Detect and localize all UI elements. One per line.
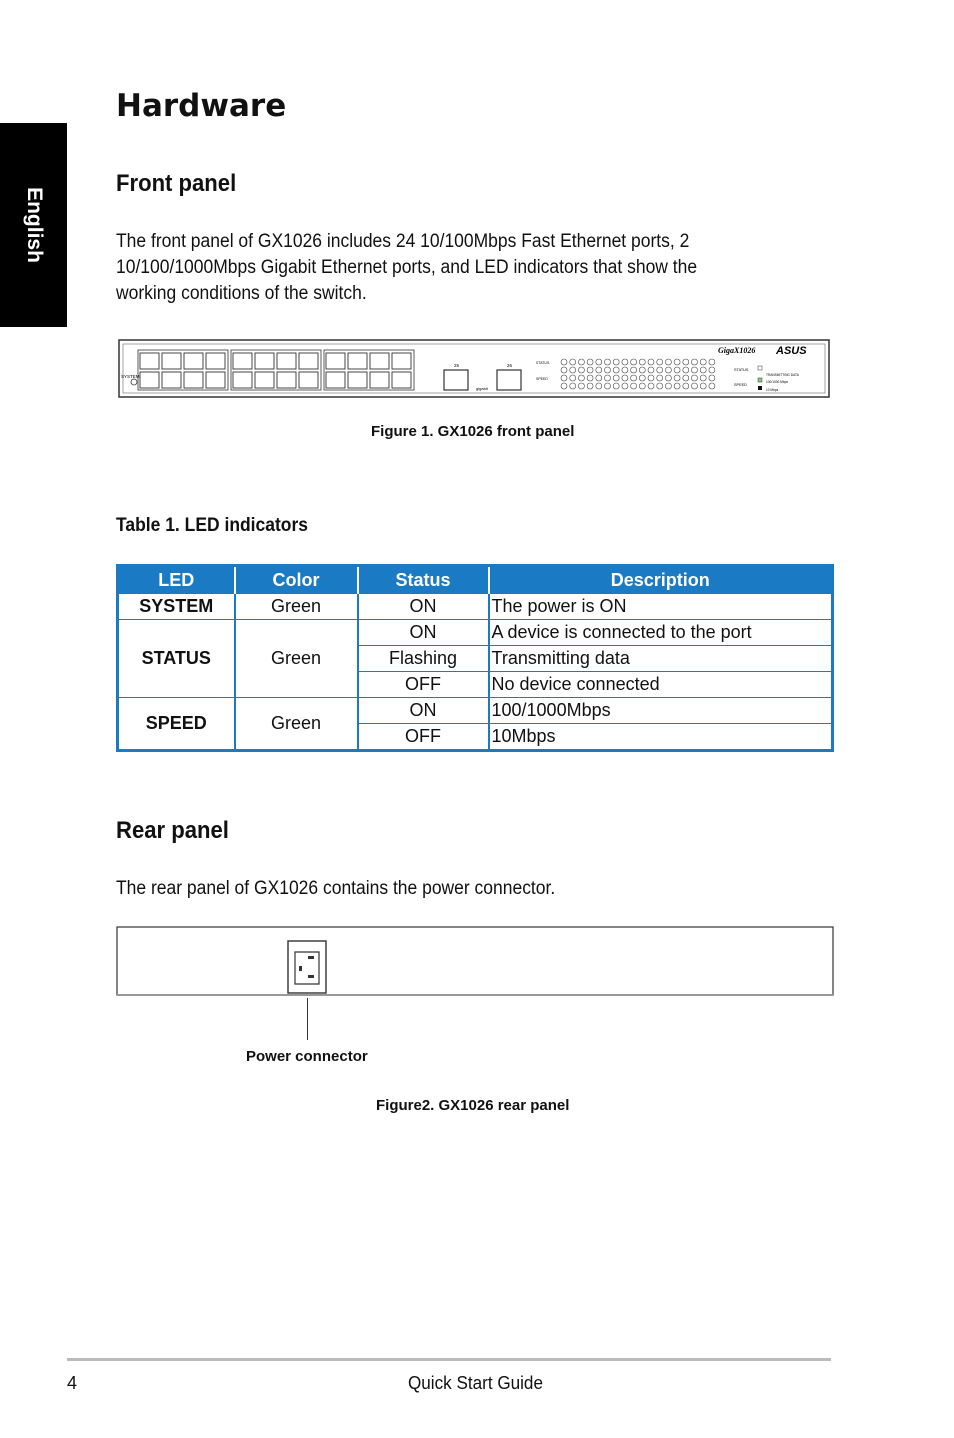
ethernet-port [299, 372, 318, 388]
ethernet-port [184, 353, 203, 369]
table-row [118, 698, 833, 724]
port-25-label: 25 [454, 363, 460, 368]
port-26-label: 26 [507, 363, 513, 368]
status-off: OFF [358, 672, 489, 698]
power-connector-label: Power connector [246, 1048, 368, 1065]
asus-logo: ASUS [776, 345, 807, 357]
front-line-2: 10/100/1000Mbps Gigabit Ethernet ports, and LED indicators that show the [116, 257, 698, 278]
ethernet-port [326, 372, 345, 388]
status-on: ON [358, 620, 489, 646]
footer-divider [67, 1358, 831, 1361]
right-status-label: STATUS [734, 368, 749, 372]
header-led: LED [118, 566, 235, 594]
ethernet-port [140, 353, 159, 369]
legend-speed-on-icon [758, 378, 762, 382]
led-indicators-table [116, 564, 834, 752]
ethernet-port [255, 353, 274, 369]
ethernet-port [348, 353, 367, 369]
page-title: Hardware [116, 88, 287, 124]
desc-status-on: A device is connected to the port [489, 620, 833, 646]
speed-off: OFF [358, 724, 489, 751]
table-header-row [118, 566, 833, 594]
color-status: Green [235, 620, 358, 698]
ethernet-port [392, 353, 411, 369]
ethernet-port [233, 372, 252, 388]
led-speed: SPEED [118, 698, 235, 751]
rear-panel-heading: Rear panel [116, 817, 229, 844]
led-system: SYSTEM [118, 594, 235, 620]
table-row [118, 594, 833, 620]
ethernet-port [392, 372, 411, 388]
color-speed: Green [235, 698, 358, 751]
connector-pointer-line [307, 998, 308, 1040]
rear-panel-description: The rear panel of GX1026 contains the power connector. [116, 878, 556, 899]
front-line-1: The front panel of GX1026 includes 24 10/100Mbps Fast Ethernet ports, 2 [116, 231, 690, 252]
front-line-3: working conditions of the switch. [116, 283, 367, 304]
system-label: SYSTEM [121, 374, 140, 379]
header-description: Description [489, 566, 833, 594]
power-connector-icon [288, 941, 326, 993]
status-flashing: Flashing [358, 646, 489, 672]
ethernet-port [299, 353, 318, 369]
legend-transmit-icon [758, 366, 762, 370]
gigabit-label: gigabit [476, 386, 488, 391]
language-tab [0, 123, 67, 327]
led-status: STATUS [118, 620, 235, 698]
model-logo: GigaX1026 [718, 346, 756, 355]
speed-on: ON [358, 698, 489, 724]
front-panel-figure [118, 338, 830, 398]
ethernet-port [348, 372, 367, 388]
ethernet-port [162, 372, 181, 388]
ethernet-port [162, 353, 181, 369]
led-speed-label: SPEED [536, 377, 548, 381]
ethernet-port [206, 372, 225, 388]
ethernet-port [255, 372, 274, 388]
front-panel-description [116, 229, 697, 307]
table-row [118, 620, 833, 646]
table-caption: Table 1. LED indicators [116, 515, 309, 536]
ethernet-port [370, 353, 389, 369]
ethernet-port [206, 353, 225, 369]
legend-100-1000: 100/1000 Mbps [766, 380, 788, 384]
ethernet-port [326, 353, 345, 369]
legend-speed-off-icon [758, 386, 762, 390]
desc-speed-on: 100/1000Mbps [489, 698, 833, 724]
header-color: Color [235, 566, 358, 594]
footer-title: Quick Start Guide [408, 1373, 543, 1393]
front-panel-heading: Front panel [116, 170, 237, 197]
desc-speed-off: 10Mbps [489, 724, 833, 751]
color-system: Green [235, 594, 358, 620]
ethernet-port [370, 372, 389, 388]
desc-status-off: No device connected [489, 672, 833, 698]
led-status-label: STATUS [536, 361, 550, 365]
ethernet-port [277, 353, 296, 369]
language-tab-label: English [22, 187, 46, 263]
ethernet-port [233, 353, 252, 369]
right-speed-label: SPEED [734, 383, 747, 387]
legend-transmitting: TRANSMITTING DATA [766, 373, 799, 377]
legend-10: 10 Mbps [766, 388, 779, 392]
rear-figure-caption: Figure2. GX1026 rear panel [376, 1097, 570, 1114]
front-figure-caption: Figure 1. GX1026 front panel [371, 423, 575, 440]
rear-panel-figure [116, 926, 834, 998]
header-status: Status [358, 566, 489, 594]
desc-status-flashing: Transmitting data [489, 646, 833, 672]
desc-system: The power is ON [489, 594, 833, 620]
ethernet-port [277, 372, 296, 388]
ethernet-port [184, 372, 203, 388]
status-system: ON [358, 594, 489, 620]
page-number: 4 [67, 1373, 78, 1393]
ethernet-port [140, 372, 159, 388]
